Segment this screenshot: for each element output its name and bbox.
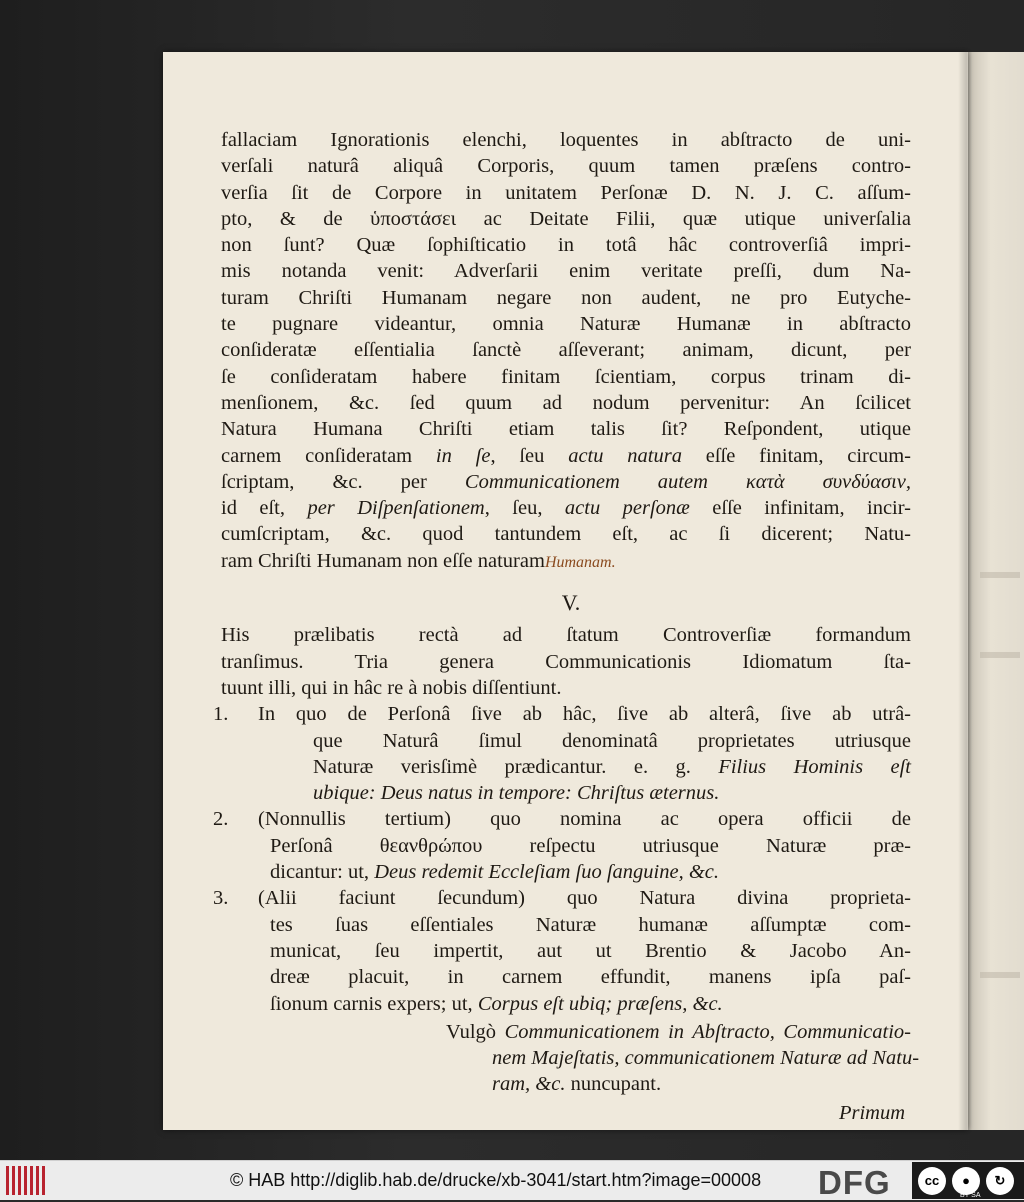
item-number: 3. xyxy=(213,887,229,910)
section-heading: V. xyxy=(561,590,581,616)
text-line: tranſimus. Tria genera Communicationis Idiomatum ſta- xyxy=(221,650,911,673)
dfg-logo: DFG xyxy=(818,1164,891,1201)
text-line: pto, & de ὑποστάσει ac Deitate Filii, quæ utique univerſalia xyxy=(221,207,911,230)
text-line: His prælibatis rectà ad ſtatum Controverſiæ formandum xyxy=(221,624,911,647)
text-line: carnem conſideratam in ſe, ſeu actu natura eſſe finitam, circum- xyxy=(221,444,911,467)
section-paragraph xyxy=(221,622,911,701)
text-line: verſali naturâ aliquâ Corporis, quum tamen præſens contro- xyxy=(221,155,911,178)
text-line: mis notanda venit: Adverſarii enim veritate preſſi, dum Na- xyxy=(221,260,911,283)
text-line: ſe conſideratam habere finitam ſcientiam, corpus trinam di- xyxy=(221,365,911,388)
intro-paragraph xyxy=(221,127,911,443)
handwritten-annotation: Humanam. xyxy=(544,553,616,571)
adjacent-page-edge xyxy=(968,52,1024,1130)
copyright-link[interactable]: © HAB http://diglib.hab.de/drucke/xb-3041/start.htm?image=00008 xyxy=(230,1170,762,1190)
text-line: tuunt illi, qui in hâc re à nobis diſſentiunt. xyxy=(221,676,562,699)
page-text xyxy=(213,127,920,1126)
list-item: 2. (Nonnullis tertium) quo nomina ac opera officii de Perſonâ θεανθρώπου reſpectu utriusque Naturæ præ- dicantur: ut, Deus redemit Eccleſiam ſuo ſanguine, &c. xyxy=(213,808,911,884)
license-label: BY SA xyxy=(960,1192,981,1199)
text-line: ram Chriſti Humanam non eſſe naturamHumanam. xyxy=(221,549,616,572)
text-line: verſia ſit de Corpore in unitatem Perſonæ D. N. J. C. aſſum- xyxy=(221,181,911,204)
item-number: 1. xyxy=(213,703,229,726)
text-line: menſionem, &c. ſed quum ad nodum pervenitur: An ſcilicet xyxy=(221,391,911,414)
text-line: turam Chriſti Humanam negare non audent, ne pro Eutyche- xyxy=(221,286,911,309)
page-gutter-shadow xyxy=(958,52,972,1130)
cc-icon: cc xyxy=(918,1167,946,1195)
text-line: Natura Humana Chriſti etiam talis ſit? Reſpondent, utique xyxy=(221,418,911,441)
hab-logo-icon xyxy=(6,1166,46,1195)
text-line: conſideratæ eſſentialia ſanctè aſſeverant; animam, dicunt, per xyxy=(221,339,911,362)
text-line: id eſt, per Diſpenſationem, ſeu, actu perſonæ eſſe infinitam, incir- xyxy=(221,497,911,520)
catchword: Primum xyxy=(838,1101,905,1124)
text-line: non ſunt? Quæ ſophiſticatio in totâ hâc controverſiâ impri- xyxy=(221,234,911,257)
text-line: cumſcriptam, &c. quod tantundem eſt, ac ſi dicerent; Natu- xyxy=(221,523,911,546)
text-line: fallaciam Ignorationis elenchi, loquentes in abſtracto de uni- xyxy=(221,129,911,151)
vulgo-paragraph: Vulgò Communicationem in Abſtracto, Communicatio- nem Majeſtatis, communicationem Naturæ ad Natu- ram, &c. nuncupant. xyxy=(446,1020,920,1096)
text-line: te pugnare videantur, omnia Naturæ Humanæ in abſtracto xyxy=(221,313,911,336)
share-alike-icon: ↻ xyxy=(986,1167,1014,1195)
viewer-footer xyxy=(0,1160,1024,1200)
list-item: 3. (Alii faciunt ſecundum) quo Natura divina proprieta- tes ſuas eſſentiales Naturæ humanæ aſſumptæ com- municat, ſeu impertit, aut ut Brentio & Jacobo An- dreæ placuit, in carnem effundit, manens ipſa paſ- ſionum carnis expers; ut, Corpus eſt ubiq; præſens, &c. xyxy=(213,887,911,1015)
cc-license-badge[interactable] xyxy=(912,1162,1024,1199)
list-item: 1. In quo de Perſonâ ſive ab hâc, ſive ab alterâ, ſive ab utrâ- que Naturâ ſimul denominatâ proprietates utriusque Naturæ verisſimè prædicantur. e. g. Filius Hominis eſt ubique: Deus natus in tempore: Chriſtus æternus. xyxy=(213,703,911,805)
item-number: 2. xyxy=(213,808,229,831)
attribution-icon: ● xyxy=(952,1167,980,1195)
text-line: ſcriptam, &c. per Communicationem autem κατὰ συνδύασιν, xyxy=(221,470,912,493)
